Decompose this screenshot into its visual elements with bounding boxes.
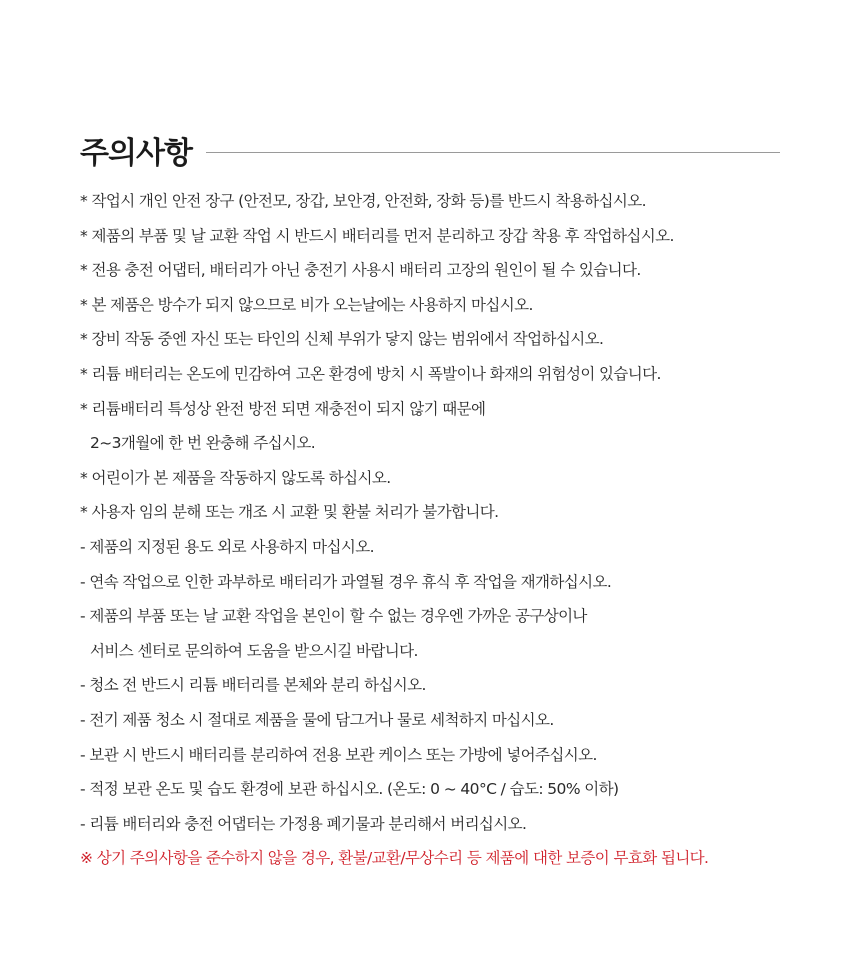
caution-item: - 청소 전 반드시 리튬 배터리를 본체와 분리 하십시오. [80, 676, 426, 695]
caution-item-continued: 2~3개월에 한 번 완충해 주십시오. [90, 434, 316, 453]
caution-item: - 보관 시 반드시 배터리를 분리하여 전용 보관 케이스 또는 가방에 넣어주십시오. [80, 745, 597, 764]
caution-list [80, 184, 780, 876]
warranty-warning: ※ 상기 주의사항을 준수하지 않을 경우, 환불/교환/무상수리 등 제품에 대한 보증이 무효화 됩니다. [80, 849, 709, 868]
caution-item: * 사용자 임의 분해 또는 개조 시 교환 및 환불 처리가 불가합니다. [80, 503, 499, 522]
title-row [80, 124, 780, 176]
caution-item: - 적정 보관 온도 및 습도 환경에 보관 하십시오. (온도: 0 ~ 40°C / 습도: 50% 이하) [80, 780, 619, 799]
caution-notice [80, 124, 780, 876]
caution-item: * 장비 작동 중엔 자신 또는 타인의 신체 부위가 닿지 않는 범위에서 작업하십시오. [80, 330, 604, 349]
caution-item: - 제품의 지정된 용도 외로 사용하지 마십시오. [80, 537, 374, 556]
caution-item: * 본 제품은 방수가 되지 않으므로 비가 오는날에는 사용하지 마십시오. [80, 295, 533, 314]
caution-item: - 전기 제품 청소 시 절대로 제품을 물에 담그거나 물로 세척하지 마십시오. [80, 710, 554, 729]
caution-item: * 어린이가 본 제품을 작동하지 않도록 하십시오. [80, 468, 391, 487]
title-divider [206, 152, 780, 153]
caution-item: - 연속 작업으로 인한 과부하로 배터리가 과열될 경우 휴식 후 작업을 재개하십시오. [80, 572, 612, 591]
caution-item: * 리튬 배터리는 온도에 민감하여 고온 환경에 방치 시 폭발이나 화재의 위험성이 있습니다. [80, 364, 661, 383]
caution-item-continued: 서비스 센터로 문의하여 도움을 받으시길 바랍니다. [90, 641, 418, 660]
caution-item: * 제품의 부품 및 날 교환 작업 시 반드시 배터리를 먼저 분리하고 장갑 착용 후 작업하십시오. [80, 226, 674, 245]
caution-item: * 리튬배터리 특성상 완전 방전 되면 재충전이 되지 않기 때문에 [80, 399, 486, 418]
caution-item: - 리튬 배터리와 충전 어댑터는 가정용 폐기물과 분리해서 버리십시오. [80, 814, 527, 833]
caution-item: * 작업시 개인 안전 장구 (안전모, 장갑, 보안경, 안전화, 장화 등)를 반드시 착용하십시오. [80, 192, 646, 210]
caution-item: - 제품의 부품 또는 날 교환 작업을 본인이 할 수 없는 경우엔 가까운 공구상이나 [80, 607, 587, 626]
caution-item: * 전용 충전 어댑터, 배터리가 아닌 충전기 사용시 배터리 고장의 원인이 될 수 있습니다. [80, 261, 641, 280]
page-title: 주의사항 [80, 136, 192, 171]
